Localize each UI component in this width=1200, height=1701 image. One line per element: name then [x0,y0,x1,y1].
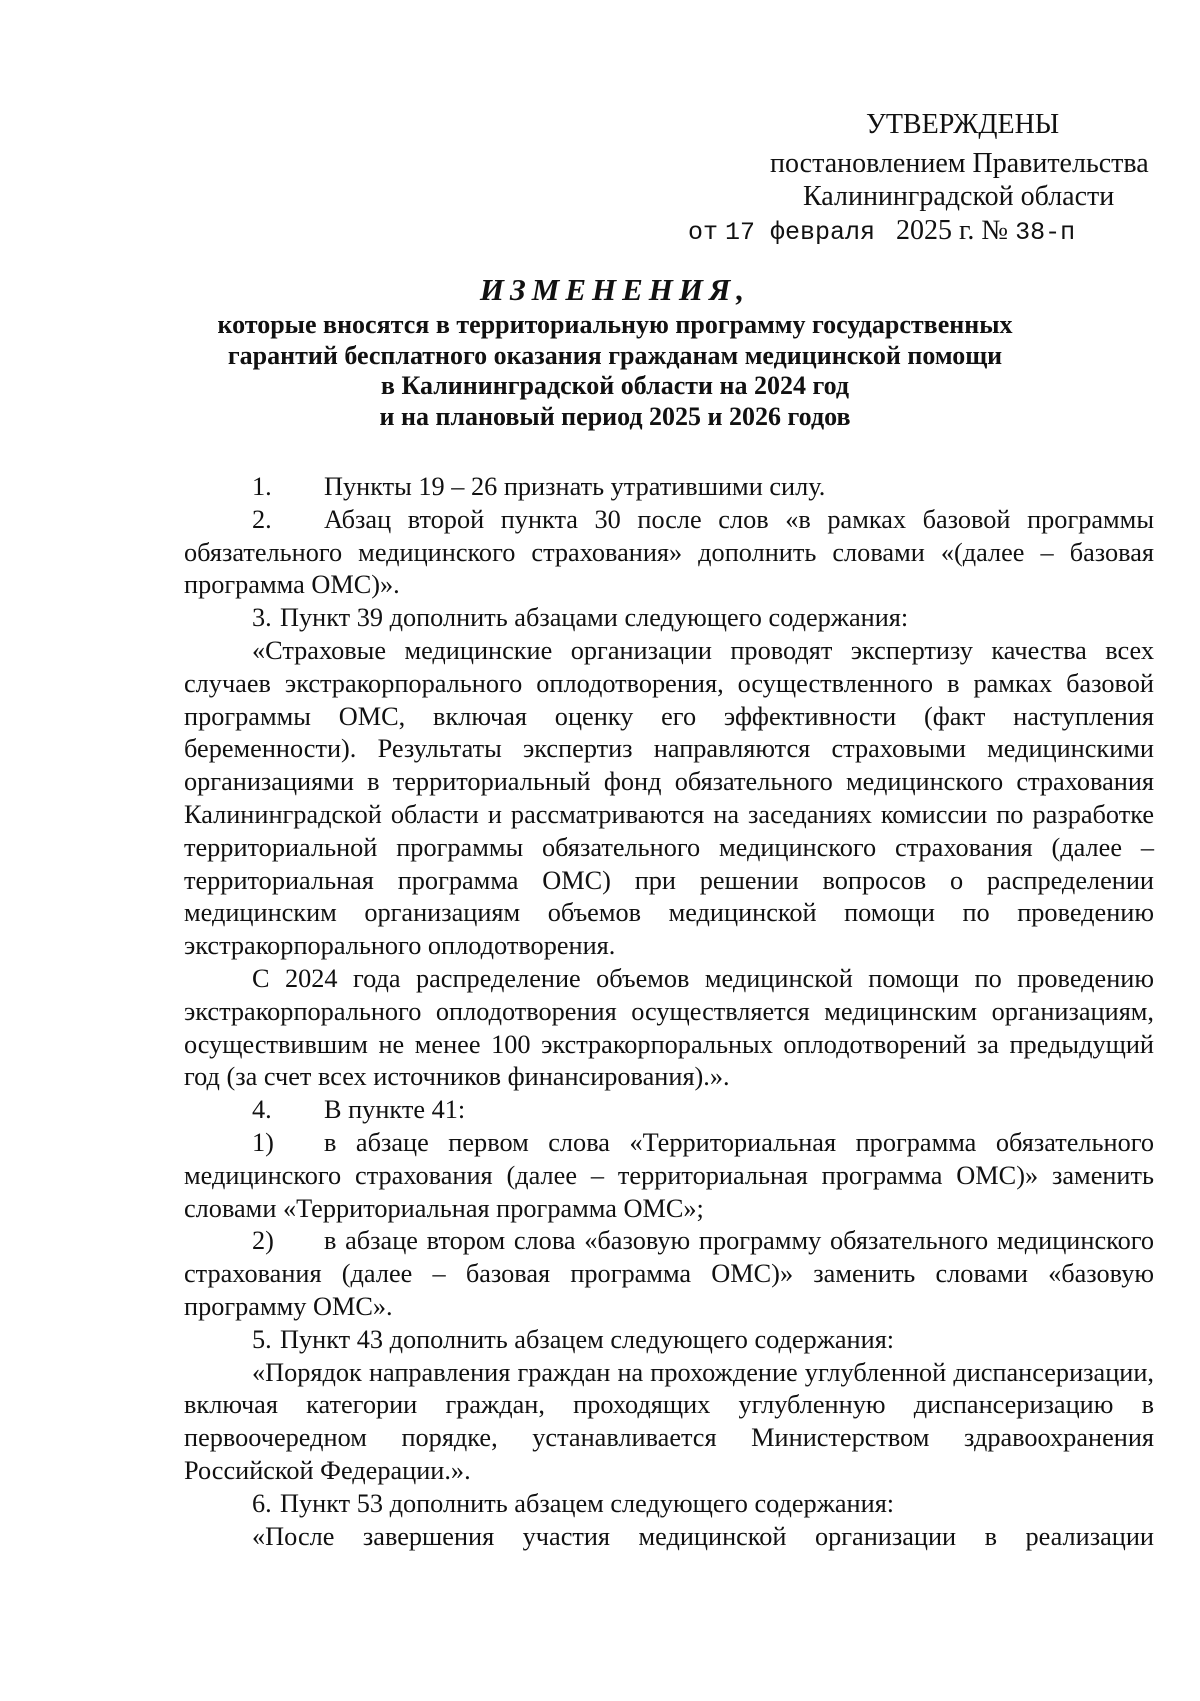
item-text: Пункты 19 – 26 признать утратившими силу. [324,472,826,501]
subtitle-line: и на плановый период 2025 и 2026 годов [379,401,851,431]
approval-date [688,214,1075,249]
document-title: ИЗМЕНЕНИЯ, [479,272,751,307]
document-body [184,471,1154,1553]
item-text: Пункт 39 дополнить абзацами следующего содержания: [280,603,909,633]
item-number: 6. [252,1488,272,1518]
paragraph: «Порядок направления граждан на прохождение углубленной диспансеризации, включая категории граждан, проходящих углубленную диспансеризацию в первоочередном порядке, устанавливается Министерством здравоохранения Российской Федерации.». [184,1357,1154,1485]
item-text: Абзац второй пункта 30 после слов «в рамках базовой программы обязательного медицинского страхования» дополнить словами «(далее – базовая программа ОМС)». [184,504,1154,600]
list-item [184,602,1154,635]
subtitle-line: которые вносятся в территориальную программу государственных [217,310,1013,339]
item-text: в абзаце первом слова «Территориальная программа обязательного медицинского страхования (далее – территориальная программа ОМС)» заменить словами «Территориальная программа ОМС»; [184,1127,1154,1223]
list-item [184,1488,1154,1521]
date-year: 2025 г. № [896,215,1009,246]
list-item [184,1094,1154,1127]
item-text: Пункт 43 дополнить абзацем следующего содержания: [280,1324,895,1354]
item-text: в абзаце втором слова «базовую программу обязательного медицинского страхования (далее – базовая программа ОМС)» заменить словами «базовую программу ОМС». [184,1226,1154,1321]
list-item [184,1127,1154,1225]
date-day: 17 февраля [725,218,876,247]
approval-decree: постановлением Правительства [770,148,1149,179]
list-item [184,471,1154,504]
item-number: 1) [252,1127,274,1157]
approval-region: Калининградской области [803,181,1115,212]
approval-title: УТВЕРЖДЕНЫ [866,109,1060,140]
item-number: 2. [252,504,272,534]
list-item [184,1324,1154,1357]
title-block [0,270,1200,432]
item-number: 5. [252,1324,272,1354]
date-prefix: от [688,218,719,247]
item-text: Пункт 53 дополнить абзацем следующего содержания: [280,1488,895,1518]
paragraph: С 2024 года распределение объемов медицинской помощи по проведению экстракорпорального оплодотворения осуществляется медицинским организациям, осуществившим не менее 100 экстракорпоральных оплодотворений за предыдущий год (за счет всех источников финансирования).». [184,963,1154,1092]
item-number: 4. [252,1095,272,1125]
item-text: В пункте 41: [324,1095,466,1125]
list-item [184,1225,1154,1323]
subtitle-line: в Калининградской области на 2024 год [380,371,850,400]
item-number: 1. [252,472,272,501]
date-number: 38-п [1015,218,1076,247]
paragraph: «Страховые медицинские организации проводят экспертизу качества всех случаев экстракорпорального оплодотворения, осуществленного в рамках базовой программы ОМС, включая оценку его эффективности (факт наступления беременности). Результаты экспертиз направляются страховыми медицинскими организациями в территориальный фонд обязательного медицинского страхования Калининградской области и рассматриваются на заседаниях комиссии по разработке территориальной программы обязательного медицинского страхования (далее – территориальная программа ОМС) при решении вопросов о распределении медицинским организациям объемов медицинской помощи по проведению экстракорпорального оплодотворения. [184,635,1154,961]
item-number: 2) [252,1226,274,1256]
paragraph: «После завершения участия медицинской организации в реализации [252,1521,1154,1551]
item-number: 3. [252,603,272,633]
list-item [184,504,1154,602]
subtitle-line: гарантий бесплатного оказания гражданам медицинской помощи [227,340,1003,370]
